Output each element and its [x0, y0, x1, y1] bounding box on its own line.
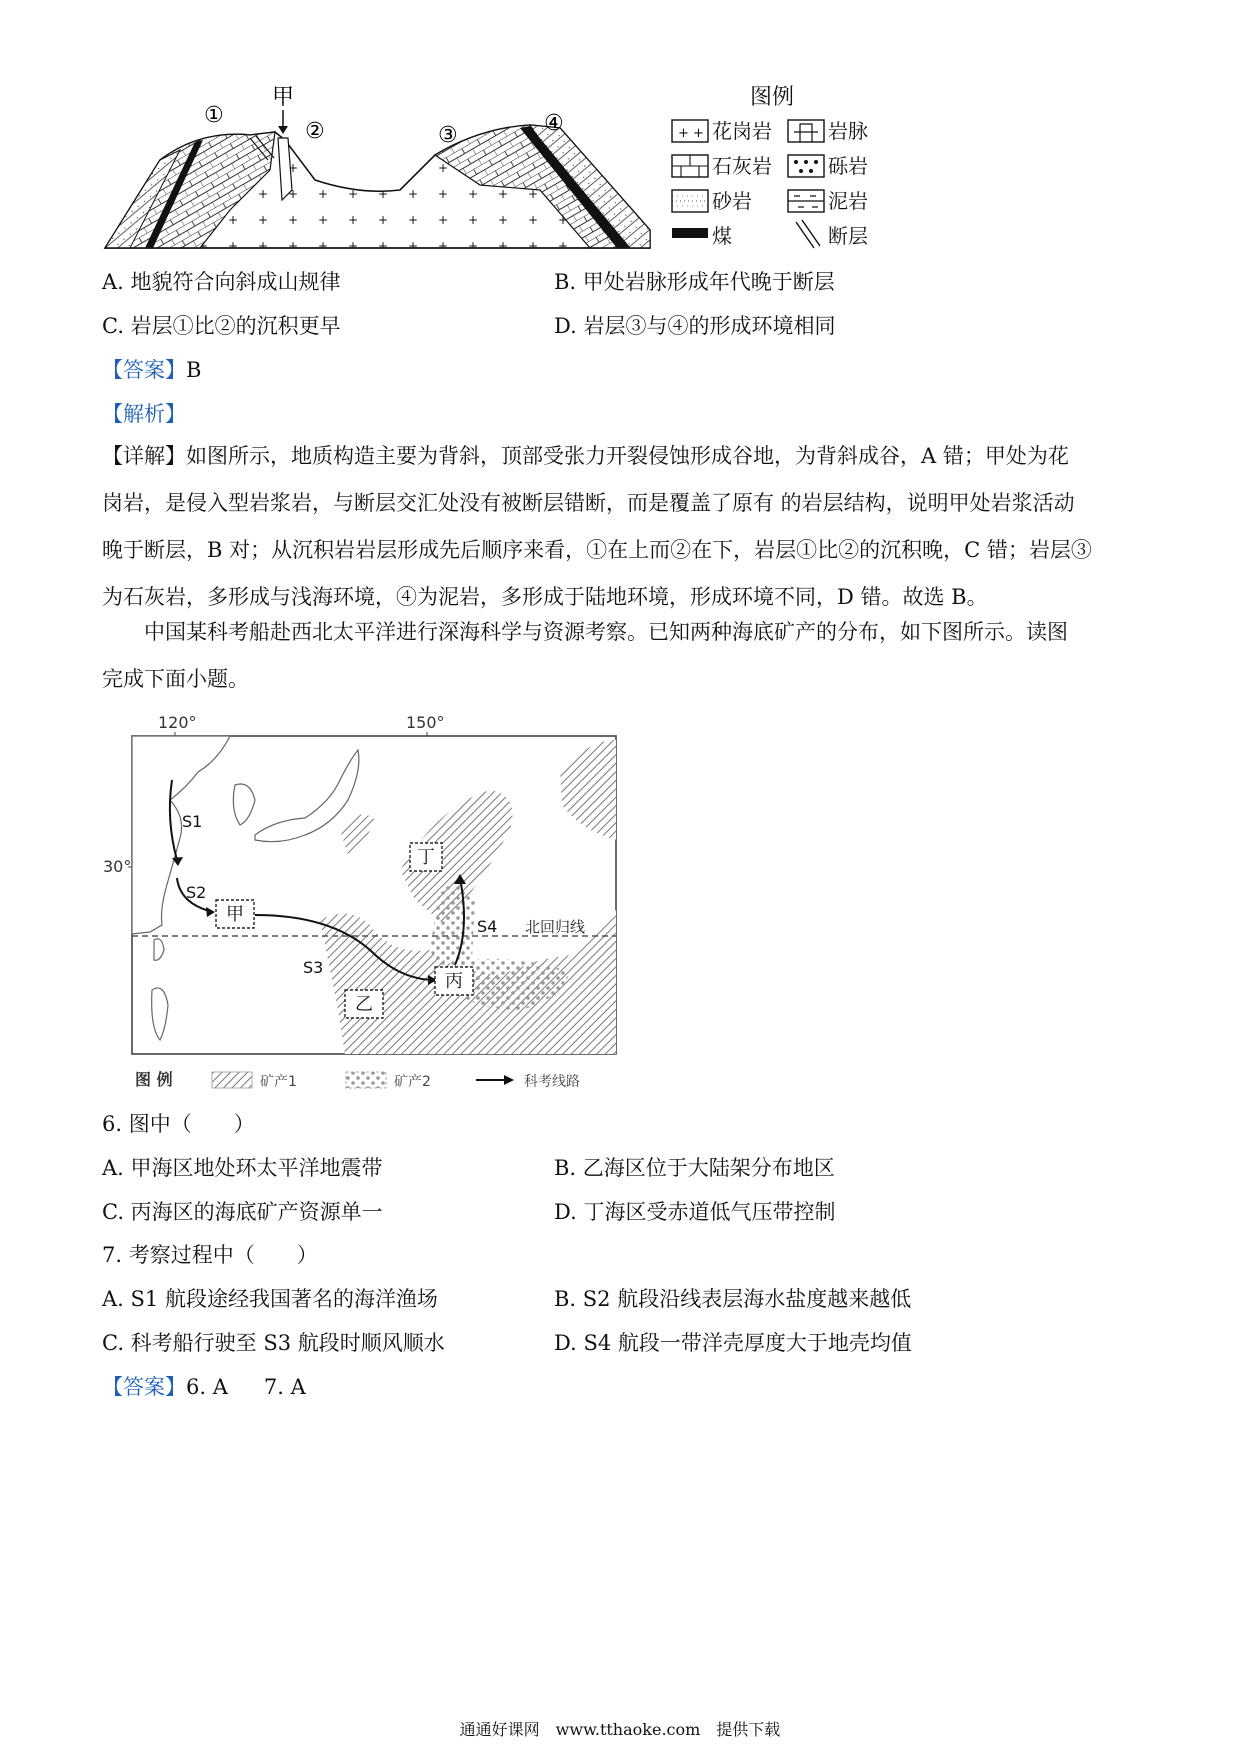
legend-conglomerate: 砾岩	[828, 154, 868, 178]
legend-dike: 岩脉	[828, 119, 868, 143]
q5-answer: B	[186, 358, 202, 382]
answer-7: 7. A	[263, 1375, 306, 1399]
q6-stem: 6. 图中（ ）	[102, 1112, 255, 1136]
legend-sandstone: 砂岩	[712, 189, 752, 213]
lon-120-label: 120°	[158, 713, 197, 732]
answers-tag: 【答案】	[102, 1375, 186, 1399]
legend-route: 科考线路	[524, 1074, 580, 1090]
intro-line-2: 完成下面小题。	[102, 667, 249, 691]
layer-4-label: ④	[544, 111, 564, 136]
s3-label: S3	[303, 958, 324, 977]
q6-option-b[interactable]: B. 乙海区位于大陆架分布地区	[554, 1156, 835, 1180]
mineral1-swatch	[212, 1072, 252, 1088]
q7-stem: 7. 考察过程中（ ）	[102, 1243, 318, 1267]
detail-line-3: 晚于断层，B 对；从沉积岩岩层形成先后顺序来看，①在上而②在下，岩层①比②的沉积晚，C 错；岩层③	[102, 538, 1092, 562]
answers-6-7-line	[102, 1375, 306, 1399]
layer-1-label: ①	[204, 103, 224, 128]
q6-option-d[interactable]: D. 丁海区受赤道低气压带控制	[554, 1200, 836, 1224]
page-footer: 通通好课网 www.tthaoke.com 提供下载	[459, 1720, 781, 1739]
q6-option-c[interactable]: C. 丙海区的海底矿产资源单一	[102, 1200, 383, 1224]
analysis-heading	[102, 402, 186, 426]
tropic-label: 北回归线	[525, 918, 586, 936]
legend-coal: 煤	[712, 224, 732, 248]
area-bing-label: 丙	[445, 971, 463, 992]
jia-label: 甲	[272, 85, 295, 110]
area-yi-label: 乙	[355, 994, 373, 1015]
q7-option-c[interactable]: C. 科考船行驶至 S3 航段时顺风顺水	[102, 1331, 445, 1355]
q7-option-b[interactable]: B. S2 航段沿线表层海水盐度越来越低	[554, 1287, 912, 1311]
legend-fault: 断层	[828, 224, 868, 248]
q7-option-a[interactable]: A. S1 航段途经我国著名的海洋渔场	[102, 1287, 438, 1311]
legend-granite: 花岗岩	[712, 119, 772, 143]
legend-title: 图例	[750, 85, 795, 110]
conglomerate-swatch	[788, 155, 824, 177]
map-legend-title: 图 例	[135, 1070, 173, 1089]
lat-30-label: 30°	[103, 857, 132, 876]
detail-line-1: 如图所示，地质构造主要为背斜，顶部受张力开裂侵蚀形成谷地，为背斜成谷，A 错；甲处为花	[186, 444, 1069, 468]
sandstone-swatch	[672, 190, 708, 212]
s2-label: S2	[186, 883, 207, 902]
fault-swatch	[796, 220, 820, 248]
s1-label: S1	[182, 812, 203, 831]
detail-tag: 【详解】	[102, 444, 186, 468]
intro-paragraph	[102, 609, 1142, 703]
answer-6: 6. A	[186, 1375, 228, 1399]
s4-label: S4	[477, 917, 498, 936]
coal-swatch	[672, 228, 708, 238]
analysis-tag: 【解析】	[102, 402, 186, 426]
pacific-map-figure	[100, 710, 630, 1100]
q5-option-c[interactable]: C. 岩层①比②的沉积更早	[102, 314, 341, 338]
q5-option-a[interactable]: A. 地貌符合向斜成山规律	[102, 270, 341, 294]
q5-answer-line	[102, 358, 201, 382]
rock-legend	[668, 80, 898, 280]
detail-line-2: 岗岩，是侵入型岩浆岩，与断层交汇处没有被断层错断，而是覆盖了原有 的岩层结构，说明甲处岩浆活动	[102, 491, 1075, 515]
area-ding-label: 丁	[417, 847, 435, 868]
q5-option-b[interactable]: B. 甲处岩脉形成年代晚于断层	[554, 270, 835, 294]
detail-line-4: 为石灰岩，多形成与浅海环境，④为泥岩，多形成于陆地环境，形成环境不同，D 错。故选 B。	[102, 585, 988, 609]
legend-mudstone: 泥岩	[828, 189, 868, 213]
detail-paragraph	[102, 433, 1142, 621]
mineral2-swatch	[346, 1072, 386, 1088]
intro-line-1: 中国某科考船赴西北太平洋进行深海科学与资源考察。已知两种海底矿产的分布，如下图所示。读图	[144, 620, 1068, 644]
q7-option-d[interactable]: D. S4 航段一带洋壳厚度大于地壳均值	[554, 1331, 912, 1355]
legend-mineral1: 矿产1	[260, 1074, 297, 1090]
area-jia-label: 甲	[226, 904, 244, 925]
legend-mineral2: 矿产2	[394, 1074, 431, 1090]
q5-option-d[interactable]: D. 岩层③与④的形成环境相同	[554, 314, 836, 338]
layer-2-label: ②	[305, 119, 325, 144]
layer-3-label: ③	[438, 123, 458, 148]
geologic-section-figure	[100, 80, 660, 280]
svg-text:+ +: + +	[678, 126, 704, 141]
dike-swatch	[788, 120, 824, 142]
legend-limestone: 石灰岩	[712, 154, 772, 178]
q6-option-a[interactable]: A. 甲海区地处环太平洋地震带	[102, 1156, 383, 1180]
answer-tag: 【答案】	[102, 358, 186, 382]
lon-150-label: 150°	[406, 713, 445, 732]
